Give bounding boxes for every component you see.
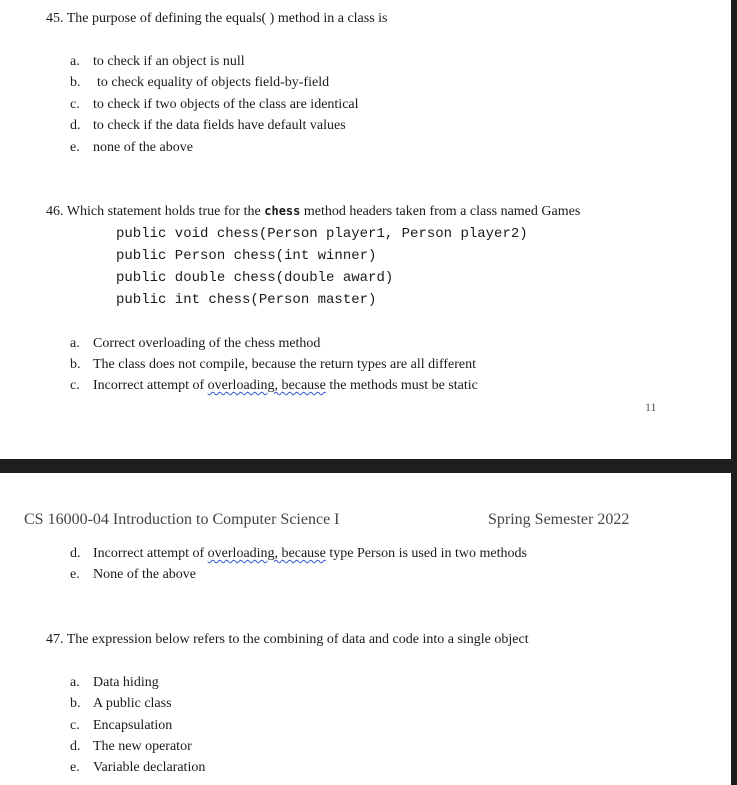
q45-option-d-letter: d. [70, 118, 81, 133]
q45-option-a-letter: a. [70, 54, 80, 69]
q46-option-b: The class does not compile, because the return types are all different [93, 357, 477, 372]
q46-option-d-post: type Person is used in two methods [325, 546, 527, 561]
q46-option-c-post: the methods must be static [325, 378, 478, 393]
q46-code-line-3: public double chess(double award) [116, 270, 394, 286]
q47-option-c: Encapsulation [93, 718, 173, 733]
q45-option-e: none of the above [93, 140, 193, 155]
q46-question-post: method headers taken from a class named Games [300, 204, 581, 219]
q47-option-c-letter: c. [70, 718, 80, 733]
q46-option-d-pre: Incorrect attempt of [93, 546, 208, 561]
q45-option-b: to check equality of objects field-by-field [97, 75, 330, 90]
page-number: 11 [645, 400, 657, 414]
q46-option-a: Correct overloading of the chess method [93, 336, 321, 351]
q47-option-b-letter: b. [70, 696, 81, 711]
q46-option-d [93, 545, 527, 563]
q47-option-d: The new operator [93, 739, 192, 754]
q46-option-d-letter: d. [70, 546, 81, 561]
q45-option-e-letter: e. [70, 140, 80, 155]
q46-option-a-letter: a. [70, 336, 80, 351]
q45-question: 45. The purpose of defining the equals( ) method in a class is [46, 11, 388, 26]
q47-option-a: Data hiding [93, 675, 159, 690]
q45-option-c: to check if two objects of the class are identical [93, 97, 359, 112]
q46-code-line-2: public Person chess(int winner) [116, 248, 377, 264]
q47-option-b: A public class [93, 696, 172, 711]
q47-question: 47. The expression below refers to the combining of data and code into a single object [46, 632, 529, 647]
q45-option-b-letter: b. [70, 75, 81, 90]
q46-option-d-spellcheck: overloading, because [207, 546, 326, 561]
page-break [0, 459, 737, 473]
q46-option-c-letter: c. [70, 378, 80, 393]
q46-question [46, 202, 580, 221]
q46-option-b-letter: b. [70, 357, 81, 372]
q46-option-c [93, 377, 478, 395]
q45-option-d: to check if the data fields have default values [93, 118, 346, 133]
q46-option-c-pre: Incorrect attempt of [93, 378, 208, 393]
q46-option-e: None of the above [93, 567, 197, 582]
q46-question-code: chess [264, 204, 301, 218]
q47-option-e-letter: e. [70, 760, 80, 775]
q45-option-c-letter: c. [70, 97, 80, 112]
course-header: CS 16000-04 Introduction to Computer Science I [24, 511, 340, 528]
q46-code-line-4: public int chess(Person master) [116, 292, 377, 308]
q46-option-e-letter: e. [70, 567, 80, 582]
q45-option-a: to check if an object is null [93, 54, 245, 69]
q47-option-d-letter: d. [70, 739, 81, 754]
q47-option-e: Variable declaration [93, 760, 206, 775]
q46-option-c-spellcheck: overloading, because [207, 378, 326, 393]
q46-question-pre: 46. Which statement holds true for the [46, 204, 265, 219]
page-edge [731, 0, 737, 785]
semester-header: Spring Semester 2022 [488, 511, 630, 528]
q46-code-line-1: public void chess(Person player1, Person player2) [116, 226, 528, 242]
q47-option-a-letter: a. [70, 675, 80, 690]
